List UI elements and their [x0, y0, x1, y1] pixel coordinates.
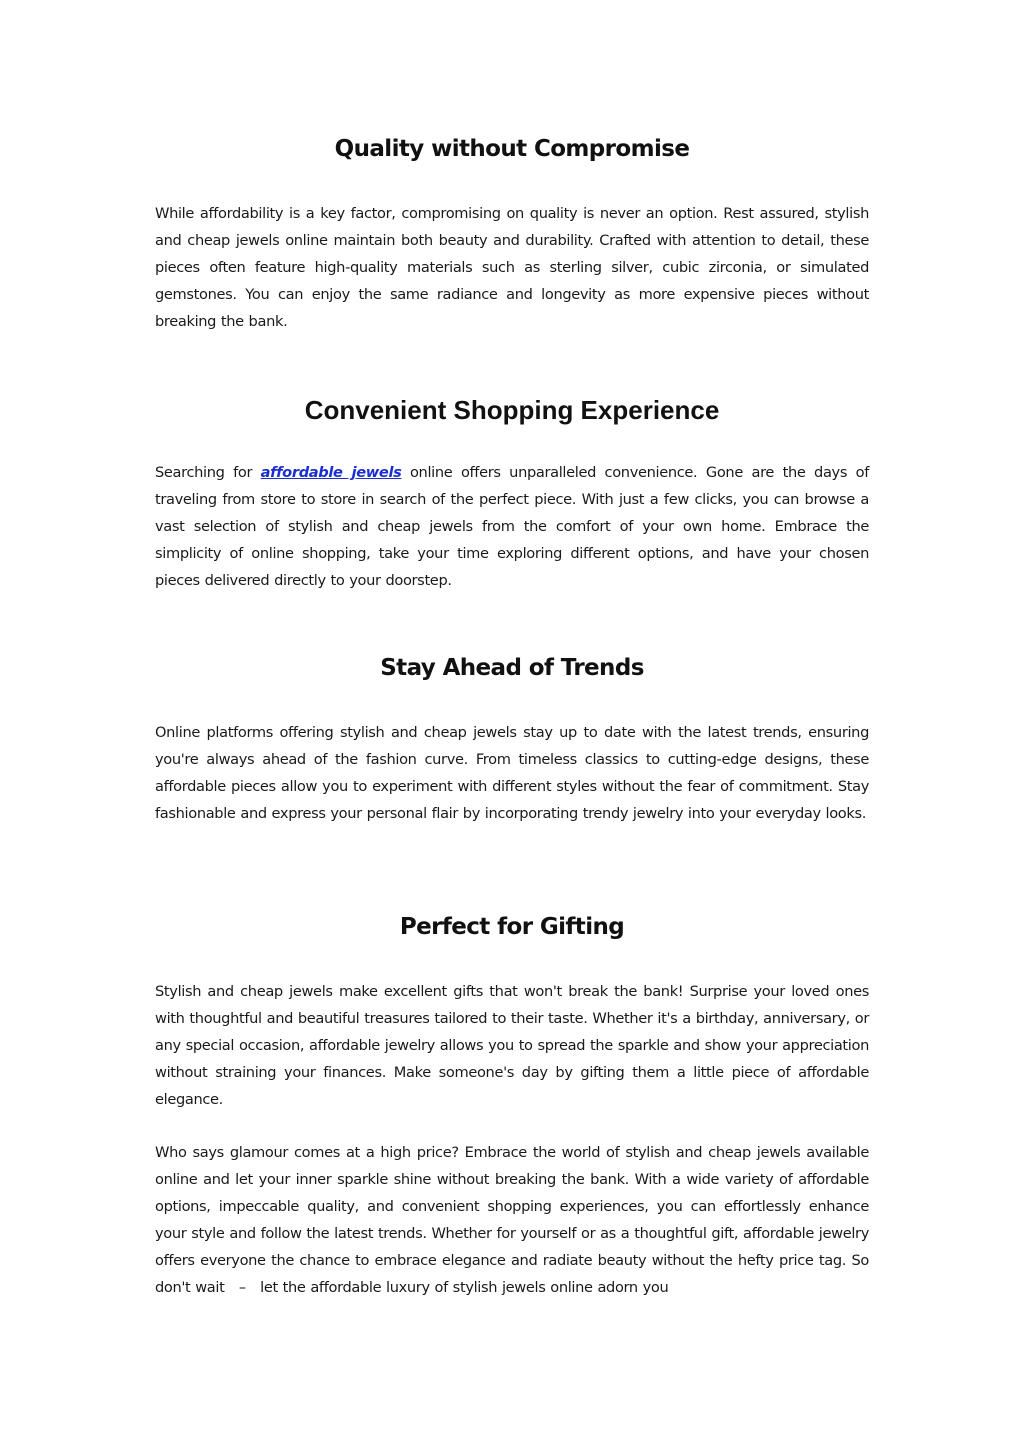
- section-title-quality: Quality without Compromise: [334, 136, 690, 162]
- closing-paragraph: Who says glamour comes at a high price? Embrace the world of stylish and cheap jewels available online and let your inner sparkle shine without breaking the bank. With a wide variety of affordable options, impeccable quality, and convenient shopping experiences, you can effortlessly enhance your style and follow the latest trends. Whether for yourself or as a thoughtful gift, affordable jewelry offers everyone the chance to embrace elegance and radiate beauty without the hefty price tag. So don't wait – let the affordable luxury of stylish jewels online adorn you: [155, 1144, 869, 1296]
- section-body-gifting: Stylish and cheap jewels make excellent gifts that won't break the bank! Surprise your loved ones with thoughtful and beautiful treasures tailored to their taste. Whether it's a birthday, anniversary, or any special occasion, affordable jewelry allows you to spread the sparkle and show your appreciation without straining your finances. Make someone's day by gifting them a little piece of affordable elegance.: [155, 983, 869, 1108]
- section-title-trends: Stay Ahead of Trends: [380, 655, 644, 681]
- body-text-after-link: online offers unparalleled convenience. Gone are the days of traveling from store to store in search of the perfect piece. With just a few clicks, you can browse a vast selection of stylish and cheap jewels from the comfort of your own home. Embrace the simplicity of online shopping, take your time exploring different options, and have your chosen pieces delivered directly to your doorstep.: [155, 464, 869, 589]
- section-title-gifting: Perfect for Gifting: [399, 914, 625, 940]
- body-text-before-link: Searching for: [155, 464, 261, 481]
- section-body-quality: While affordability is a key factor, compromising on quality is never an option. Rest assured, stylish and cheap jewels online maintain both beauty and durability. Crafted with attention to detail, these pieces often feature high-quality materials such as sterling silver, cubic zirconia, or simulated gemstones. You can enjoy the same radiance and longevity as more expensive pieces without breaking the bank.: [155, 205, 869, 330]
- affordable-jewels-link[interactable]: affordable jewels: [260, 464, 402, 481]
- section-body-convenient: [155, 459, 869, 594]
- section-title-convenient: Convenient Shopping Experience: [304, 395, 720, 425]
- section-body-trends: Online platforms offering stylish and cheap jewels stay up to date with the latest trends, ensuring you're always ahead of the fashion curve. From timeless classics to cutting-edge designs, these affordable pieces allow you to experiment with different styles without the fear of commitment. Stay fashionable and express your personal flair by incorporating trendy jewelry into your everyday looks.: [155, 724, 869, 822]
